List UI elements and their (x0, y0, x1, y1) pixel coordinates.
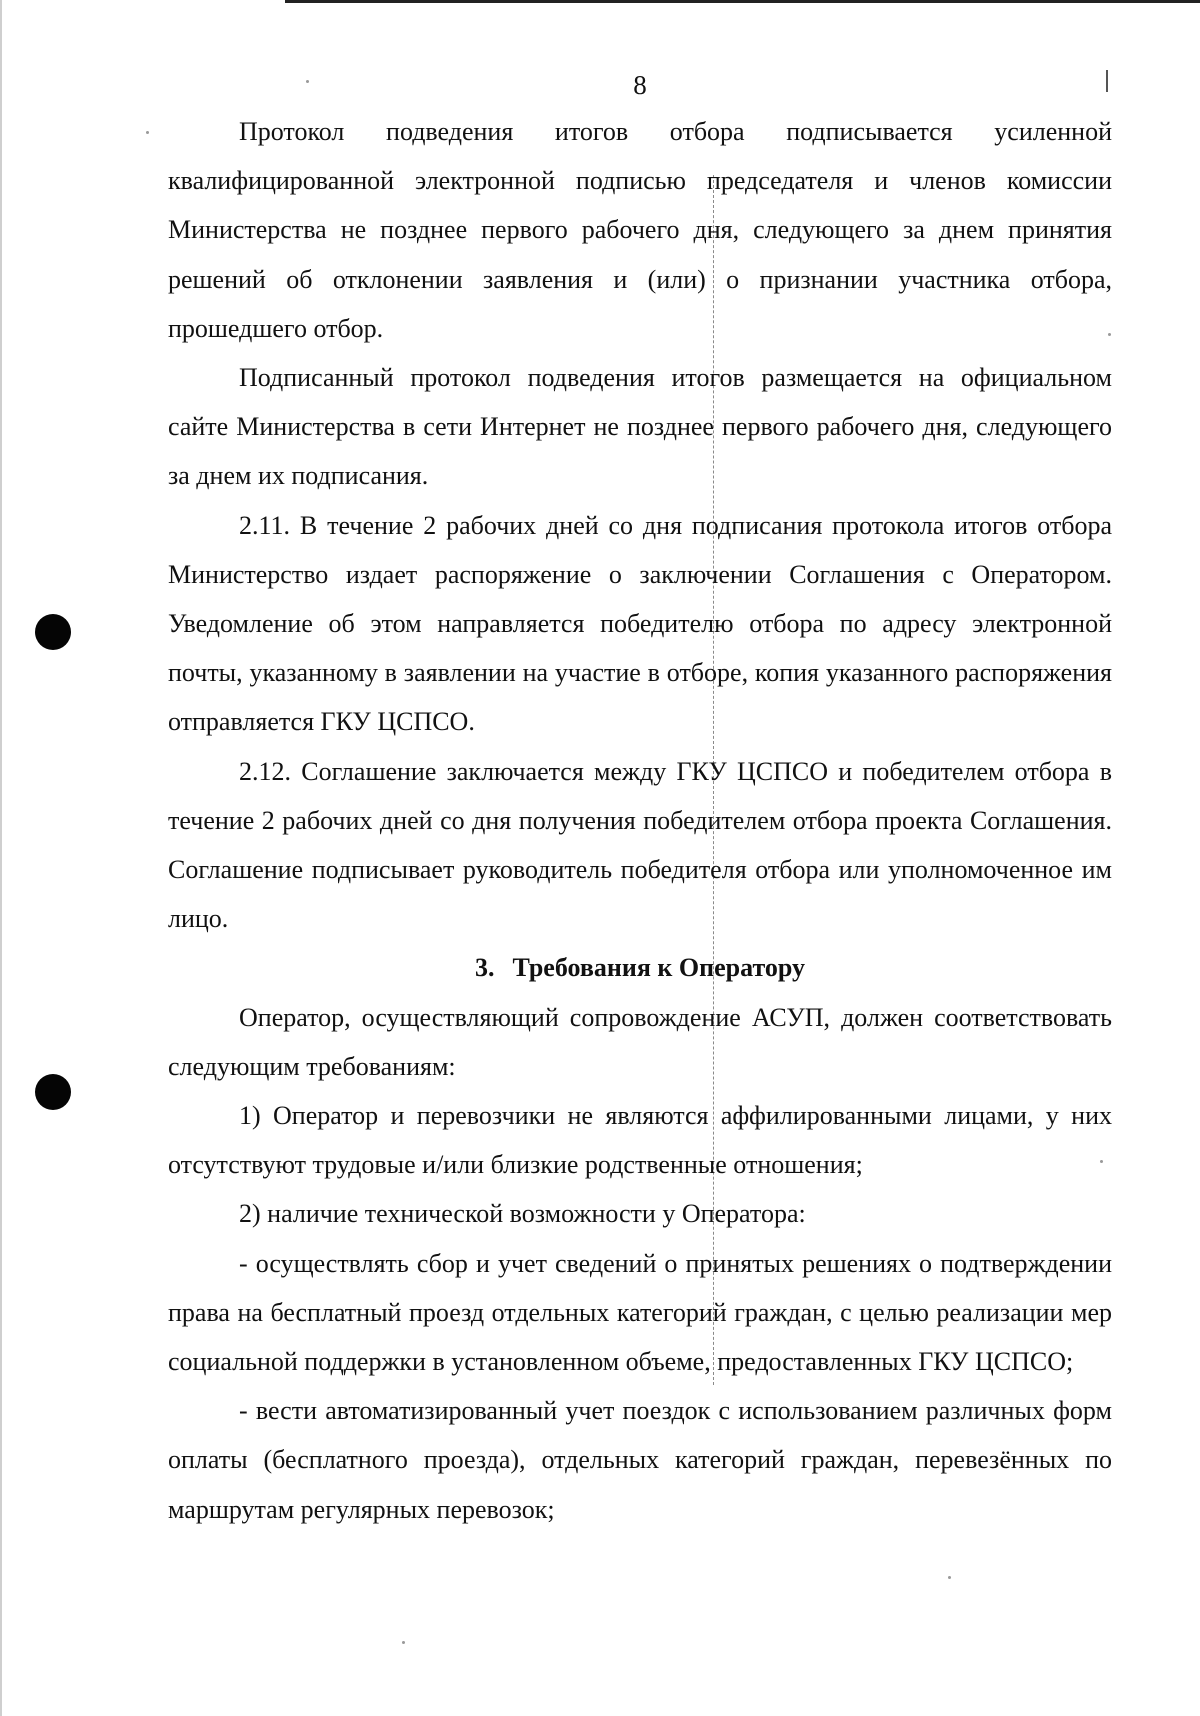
scan-speck (306, 80, 309, 83)
scan-left-border (0, 0, 2, 1716)
punch-hole (35, 1074, 71, 1110)
section-heading (168, 943, 1112, 992)
scan-mark (1106, 70, 1108, 92)
paragraph-requirement-2: 2) наличие технической возможности у Оператора: (239, 1199, 806, 1229)
paragraph-2-12: 2.12. Соглашение заключается между ГКУ ЦСПСО и победителем отбора в течение 2 рабочих дней со дня получения победителем отбора проекта Соглашения. Соглашение подписывает руководитель победителя отбора или уполномоченное им лицо. (168, 756, 1112, 934)
paragraph-2-11: 2.11. В течение 2 рабочих дней со дня подписания протокола итогов отбора Министерство издает распоряжение о заключении Соглашения с Оператором. Уведомление об этом направляется победителю отбора по адресу электронной почты, указанному в заявлении на участие в отборе, копия указанного распоряжения отправляется ГКУ ЦСПСО. (168, 510, 1112, 737)
section-title: Требования к Оператору (512, 953, 805, 983)
scan-speck (402, 1641, 405, 1644)
punch-hole (35, 614, 71, 650)
paragraph-operator-requirements: Оператор, осуществляющий сопровождение АСУП, должен соответствовать следующим требованиям: (168, 1002, 1112, 1081)
paragraph-protocol-signing: Протокол подведения итогов отбора подписывается усиленной квалифицированной электронной подписью председателя и членов комиссии Министерства не позднее первого рабочего дня, следующего за днем принятия решений об отклонении заявления и (или) о признании участника отбора, прошедшего отбор. (168, 117, 1112, 343)
section-number: 3. (475, 953, 495, 983)
scan-top-border (285, 0, 1200, 3)
scan-speck (948, 1576, 951, 1579)
scan-speck (146, 131, 149, 134)
paragraph-protocol-publication: Подписанный протокол подведения итогов размещается на официальном сайте Министерства в сети Интернет не позднее первого рабочего дня, следующего за днем их подписания. (168, 363, 1112, 491)
paragraph-requirement-1: 1) Оператор и перевозчики не являются аффилированными лицами, у них отсутствуют трудовые и/или близкие родственные отношения; (168, 1101, 1112, 1180)
paragraph-requirement-2-item-2: - вести автоматизированный учет поездок с использованием различных форм оплаты (бесплатного проезда), отдельных категорий граждан, перевезённых по маршрутам регулярных перевозок; (168, 1396, 1112, 1524)
paragraph-requirement-2-item-1: - осуществлять сбор и учет сведений о принятых решениях о подтверждении права на бесплатный проезд отдельных категорий граждан, с целью реализации мер социальной поддержки в установленном объеме, предоставленных ГКУ ЦСПСО; (168, 1248, 1112, 1377)
page-number: 8 (633, 70, 647, 100)
document-body (168, 107, 1112, 1534)
